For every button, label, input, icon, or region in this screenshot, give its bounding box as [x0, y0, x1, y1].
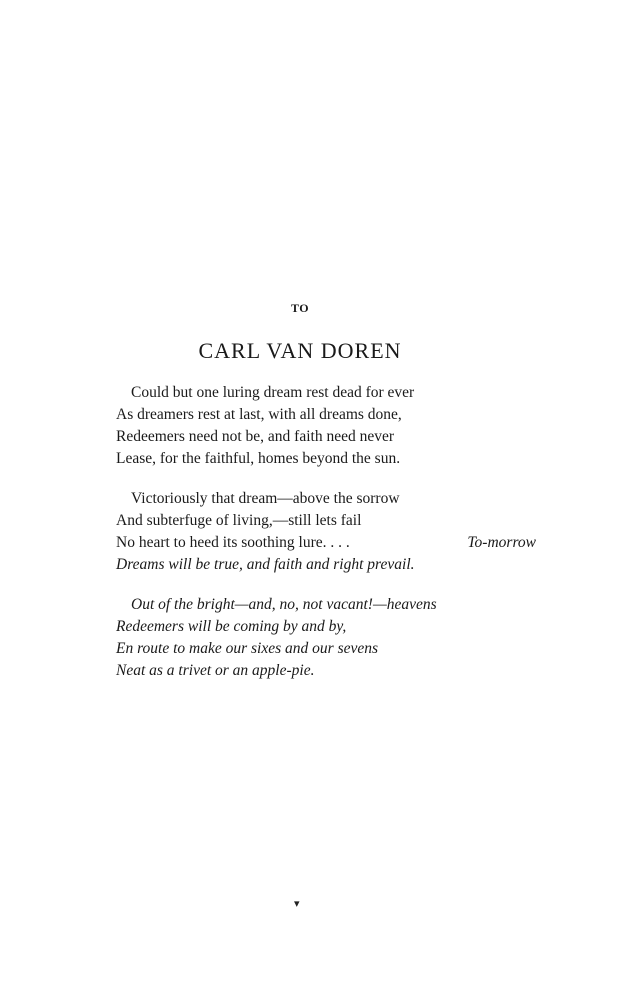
- poem-line-tail: To-morrow: [467, 534, 536, 551]
- poem-line: Could but one luring dream rest dead for ever: [131, 384, 415, 401]
- stanza: [116, 488, 536, 576]
- stanza: [116, 594, 536, 682]
- poem-line: Out of the bright—and, no, not vacant!—heavens: [131, 596, 437, 613]
- poem: [116, 382, 536, 700]
- poem-line: Redeemers will be coming by and by,: [116, 618, 347, 635]
- signature-mark-icon: ▾: [294, 898, 300, 910]
- poem-line-main: No heart to heed its soothing lure. . . .: [116, 534, 350, 551]
- poem-line: Redeemers need not be, and faith need never: [116, 428, 395, 445]
- poem-line: Lease, for the faithful, homes beyond the sun.: [116, 450, 401, 467]
- stanza: [116, 382, 536, 470]
- poem-line: Neat as a trivet or an apple-pie.: [116, 662, 315, 679]
- poem-line: Victoriously that dream—above the sorrow: [131, 490, 400, 507]
- poem-line: En route to make our sixes and our sevens: [116, 640, 379, 657]
- dedication-to-label: TO: [290, 301, 310, 315]
- poem-line-with-tail: [116, 532, 536, 554]
- poem-line: As dreamers rest at last, with all dreams done,: [116, 406, 402, 423]
- poem-line: Dreams will be true, and faith and right prevail.: [116, 556, 415, 573]
- poem-line: And subterfuge of living,—still lets fail: [116, 512, 362, 529]
- dedicatee-name: CARL VAN DOREN: [198, 338, 402, 363]
